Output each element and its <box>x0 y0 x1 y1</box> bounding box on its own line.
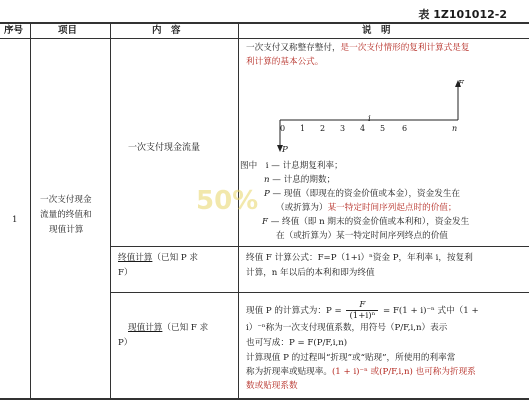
row-seq: 1 <box>12 215 18 225</box>
fv-line-2: 计算，n 年以后的本利和即为终值 <box>246 268 375 278</box>
pv-label: 现值计算（已知 F 求 <box>128 323 209 333</box>
fv-line-1: 终值 F 计算公式：F=P（1+i）ⁿ资金 P，年利率 i，按复利 <box>246 253 473 263</box>
diagram-F-label: F <box>458 79 464 89</box>
row-divider-2 <box>110 292 529 293</box>
cashflow-intro-2: 利计算的基本公式。 <box>246 57 324 67</box>
tick-0: 0 <box>280 124 286 133</box>
diagram-P-label: P <box>282 145 288 155</box>
cashflow-diagram <box>262 74 482 158</box>
header-content: 内 容 <box>152 25 181 36</box>
formula-table <box>0 22 529 400</box>
item-line-1: 一次支付现金 <box>40 195 92 205</box>
fv-label: 终值计算（已知 P 求 <box>118 253 199 263</box>
pv-line-3: 也可写成：P = F(P/F,i,n) <box>246 338 348 348</box>
legend-P: P — 现值（即现在的资金价值或本金），资金发生在 <box>264 189 461 199</box>
item-line-2: 流量的终值和 <box>40 210 92 220</box>
pv-line-1: 现值 P 的计算式为：P = $\frac{F}{\text{(1+i)ⁿ}}$ = F(1 + i)⁻ⁿ 式中（1 + <box>246 300 479 321</box>
header-desc: 说 明 <box>362 25 391 36</box>
tick-5: 5 <box>380 124 386 133</box>
tick-n: n <box>452 124 458 133</box>
pv-line-4: 计算现值 P 的过程叫“折现”或“贴现”，所使用的利率常 <box>246 353 456 363</box>
row-divider-1 <box>110 246 529 247</box>
legend-F-cont: 在（或折算为）某一特定时间序列终点的价值 <box>276 231 448 241</box>
tick-2: 2 <box>320 124 326 133</box>
col-divider-2 <box>110 22 111 400</box>
legend-i: 图中 i — 计息期复利率； <box>240 161 343 171</box>
cashflow-label: 一次支付现金流量 <box>128 143 201 153</box>
tick-1: 1 <box>300 124 306 133</box>
fv-label-cont: F） <box>118 268 133 278</box>
pv-line-5: 称为折现率或贴现率。(1 + i)⁻ⁿ 或(P/F,i,n) 也可称为折现系 <box>246 367 476 377</box>
tick-6: 6 <box>402 124 408 133</box>
tick-3: 3 <box>340 124 346 133</box>
top-border <box>0 22 529 24</box>
pv-fraction: $\frac{F}{\text{(1+i)ⁿ}}$ <box>346 300 378 321</box>
diagram-i-label: i <box>368 114 371 124</box>
table-number: 表 1Z101012-2 <box>418 8 507 21</box>
legend-n: n — 计息的期数； <box>264 175 336 185</box>
pv-line-6: 数或贴现系数 <box>246 381 298 391</box>
pv-line-2: i）⁻ⁿ称为一次支付现值系数，用符号（P/F,i,n）表示 <box>246 323 448 333</box>
header-seq: 序号 <box>4 25 24 36</box>
pv-label-cont: P） <box>118 338 133 348</box>
cashflow-intro-1: 一次支付又称整存整付，是一次支付情形的复利计算式是复 <box>246 43 470 53</box>
item-line-3: 现值计算 <box>49 225 84 235</box>
legend-P-cont: （或折算为）某一特定时间序列起点时的价值； <box>276 203 457 213</box>
legend-F: F — 终值（即 n 期末的资金价值或本利和），资金发生 <box>262 217 470 227</box>
watermark: 50% <box>196 186 259 216</box>
col-divider-1 <box>30 22 31 400</box>
header-item: 项目 <box>58 25 78 36</box>
tick-4: 4 <box>360 124 366 133</box>
header-border <box>0 38 529 39</box>
